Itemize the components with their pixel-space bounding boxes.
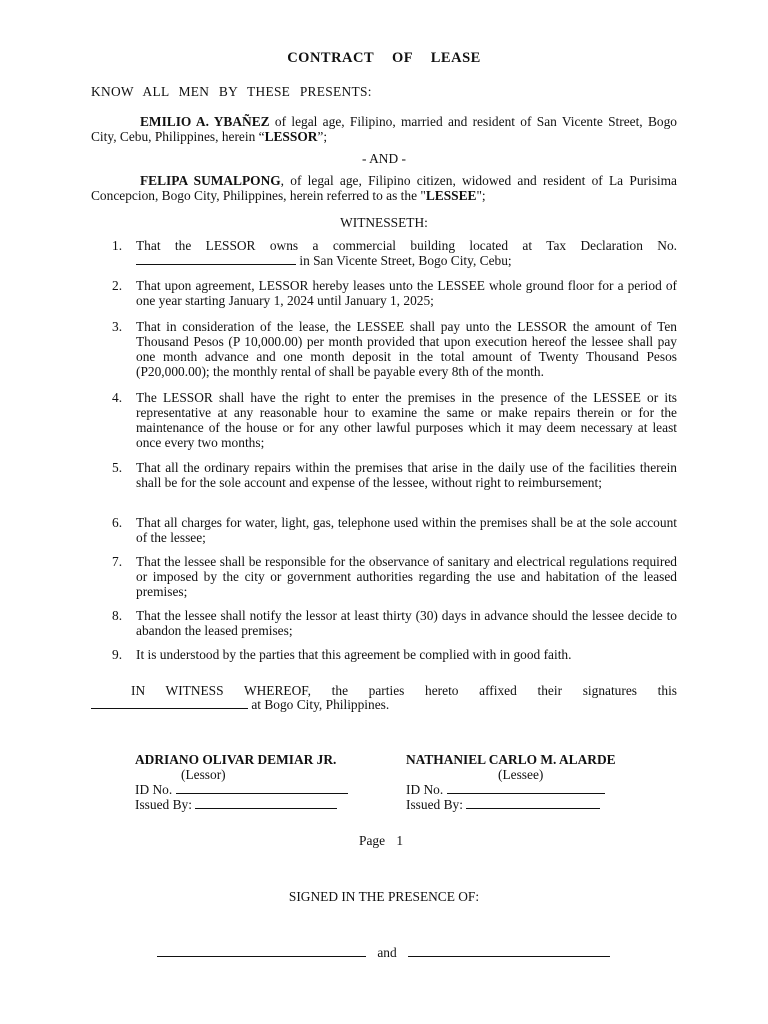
list-item (91, 238, 677, 268)
lessor-issued-row (135, 797, 375, 812)
lessee-id-row (406, 782, 666, 797)
lessor-role: LESSOR (264, 129, 318, 144)
item-text: It is understood by the parties that this agreement be complied with in good faith. (136, 647, 572, 662)
item-text: That the lessee shall notify the lessor at least thirty (30) days in advance should the lessee decide to abandon the leased premises; (136, 608, 677, 638)
lessee-id-field[interactable] (447, 782, 605, 794)
item-text: The LESSOR shall have the right to enter the premises in the presence of the LESSEE or its representative at any reasonable hour to examine the same or make repairs therein or for the maintenance of the house or for any other lawful purposes which it may deem necessary at least once every two months; (136, 390, 677, 450)
lessor-party-text: of legal age, Filipino, married and resident of San Vicente Street, Bogo City, Cebu, Philippines, herein “ (91, 114, 677, 144)
item-text: That the lessee shall be responsible for the observance of sanitary and electrical regulations required or imposed by the city or government authorities regarding the use and habitation of the leased premises; (136, 554, 677, 599)
item-text-end: in San Vicente Street, Bogo City, Cebu; (296, 253, 512, 268)
lessor-party-paragraph (91, 114, 677, 144)
lessee-issued-field[interactable] (466, 797, 600, 809)
list-item (91, 278, 677, 308)
signed-presence-heading: SIGNED IN THE PRESENCE OF: (288, 889, 480, 904)
lessee-signatory-name: NATHANIEL CARLO M. ALARDE (406, 752, 616, 767)
lessee-issued-label: Issued By: (406, 797, 463, 812)
lessor-issued-label: Issued By: (135, 797, 192, 812)
lessor-id-row (135, 782, 375, 797)
item-text: That the LESSOR owns a commercial building located at Tax Declaration No. (136, 238, 677, 253)
item-text: That upon agreement, LESSOR hereby leases unto the LESSEE whole ground floor for a period of one year starting January 1, 2024 until January 1, 2025; (136, 278, 677, 308)
item-number: 6. (112, 515, 123, 530)
witness-1-signature-line[interactable] (157, 945, 366, 957)
in-witness-text: IN WITNESS WHEREOF, the parties hereto affixed their signatures this (131, 683, 677, 698)
item-number: 3. (112, 319, 123, 334)
witness-signature-row (157, 945, 610, 960)
item-number: 2. (112, 278, 123, 293)
item-text: That in consideration of the lease, the LESSEE shall pay unto the LESSOR the amount of Ten Thousand Pesos (P 10,000.00) per month provided that upon execution hereof the lessee shall pay one month advance and one month deposit in the total amount of Twenty Thousand Pesos (P20,000.00); the monthly rental of shall be payable every 8th of the month. (136, 319, 677, 379)
lessor-id-field[interactable] (176, 782, 348, 794)
list-item (91, 608, 677, 638)
witness-and: and (377, 945, 397, 960)
item-text: That all the ordinary repairs within the premises that arise in the daily use of the facilities therein shall be for the sole account and expense of the lessee, without right to reimbursement; (136, 460, 677, 490)
list-item (91, 515, 677, 545)
terms-list (91, 238, 677, 662)
item-number: 5. (112, 460, 123, 475)
lessee-party-name: FELIPA SUMALPONG (140, 173, 281, 188)
lessor-issued-field[interactable] (195, 797, 337, 809)
item-number: 8. (112, 608, 123, 623)
list-item (91, 460, 677, 490)
item-text: That all charges for water, light, gas, telephone used within the premises shall be at the sole account of the lessee; (136, 515, 677, 545)
lessee-signature-block (406, 752, 666, 812)
item-number: 7. (112, 554, 123, 569)
lessor-party-name: EMILIO A. YBAÑEZ (140, 114, 270, 129)
lessee-issued-row (406, 797, 666, 812)
lessee-id-label: ID No. (406, 782, 444, 797)
item-number: 9. (112, 647, 123, 662)
lessor-signatory-name: ADRIANO OLIVAR DEMIAR JR. (135, 752, 337, 767)
list-item (91, 647, 677, 662)
in-witness-line-2 (91, 697, 389, 712)
lessor-party-end: ”; (317, 129, 328, 144)
item-number: 4. (112, 390, 123, 405)
lessor-id-label: ID No. (135, 782, 173, 797)
opening-phrase: KNOW ALL MEN BY THESE PRESENTS: (91, 84, 372, 99)
in-witness-paragraph (91, 683, 677, 698)
list-item (91, 554, 677, 599)
list-item (91, 319, 677, 379)
document-title: CONTRACT OF LEASE (287, 50, 481, 66)
and-separator: - AND - (362, 151, 406, 166)
page-number: Page 1 (359, 833, 404, 848)
lessee-role: LESSEE (425, 188, 477, 203)
witness-2-signature-line[interactable] (408, 945, 610, 957)
lessor-signatory-role: (Lessor) (181, 767, 226, 782)
witnesseth-heading: WITNESSETH: (340, 215, 428, 230)
tax-declaration-blank[interactable] (136, 253, 296, 265)
signing-date-blank[interactable] (91, 697, 248, 709)
lessee-signatory-role: (Lessee) (498, 767, 544, 782)
lessee-party-paragraph (91, 173, 677, 203)
lessee-party-text: , of legal age, Filipino citizen, widowed and resident of La Purisima Concepcion, Bogo City, Philippines, herein referred to as the " (91, 173, 677, 203)
lessor-signature-block (135, 752, 375, 812)
list-item (91, 390, 677, 450)
in-witness-place: at Bogo City, Philippines. (248, 697, 390, 712)
lessee-party-end: "; (476, 188, 486, 203)
item-number: 1. (112, 238, 123, 253)
